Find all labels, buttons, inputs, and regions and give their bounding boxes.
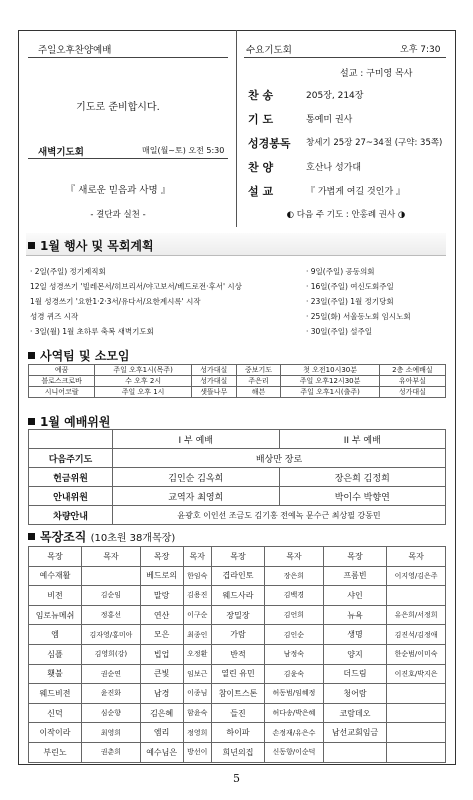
order-value-hymn: 205장, 214장 xyxy=(306,91,364,101)
ministry-heading xyxy=(28,347,130,364)
table-row-label: 다음주기도 xyxy=(29,449,113,468)
table-cell: 이구순 xyxy=(183,605,211,625)
table-header: 목자 xyxy=(387,547,446,567)
table-row xyxy=(29,449,446,468)
table-cell: 큰빛 xyxy=(140,664,183,684)
table-cell: 성가대실 xyxy=(191,376,236,387)
table-row xyxy=(29,376,446,387)
table-cell: 더드림 xyxy=(323,664,386,684)
ministry-heading-text: 사역팀 및 소모임 xyxy=(40,349,130,363)
table-cell: 생명 xyxy=(323,625,386,645)
event-left-4: 성경 퀴즈 시작 xyxy=(30,312,79,321)
table-cell: 청어람 xyxy=(323,684,386,704)
table-cell: 들진 xyxy=(212,703,265,723)
table-row xyxy=(29,684,446,704)
table-cell: 블로스크로바 xyxy=(29,376,95,387)
wednesday-time: 오후 7:30 xyxy=(400,45,441,55)
table-cell: 수 오후 2시 xyxy=(95,376,192,387)
pastoral-table xyxy=(28,546,446,763)
table-cell: 반적 xyxy=(212,644,265,664)
table-row xyxy=(29,605,446,625)
table-cell: 주일 오후 1시 xyxy=(95,387,192,398)
table-row-label: 헌금위원 xyxy=(29,468,113,487)
table-cell: 모은 xyxy=(140,625,183,645)
next-prayer: ◐ 다음 주 기도 : 안홍례 권사 ◑ xyxy=(286,210,406,220)
table-cell: 이종님 xyxy=(183,684,211,704)
table-cell: 신덕 xyxy=(29,703,82,723)
table-cell: 한순범/이미숙 xyxy=(387,644,446,664)
table-cell: 남선교회임금 xyxy=(323,723,386,743)
table-cell: 예수재활 xyxy=(29,566,82,586)
table-cell: 김은혜 xyxy=(140,703,183,723)
table-cell: 김순임 xyxy=(82,586,141,606)
table-row xyxy=(29,566,446,586)
table-cell: 주일 오후1시(출주) xyxy=(281,387,379,398)
table-cell: 정영희 xyxy=(183,723,211,743)
order-label-reading: 성경봉독 xyxy=(248,137,291,150)
table-cell: 첫 오전10시30분 xyxy=(281,365,379,376)
table-cell: 임보근 xyxy=(183,664,211,684)
table-cell: 김언희 xyxy=(265,605,324,625)
table-cell: 연산 xyxy=(140,605,183,625)
pastoral-heading xyxy=(28,528,175,545)
page-number: 5 xyxy=(233,772,240,785)
table-row xyxy=(29,365,446,376)
table-cell: 허동범/임혜정 xyxy=(265,684,324,704)
table-cell: 김윤숙 xyxy=(265,664,324,684)
event-left-5: · 3일(월) 1월 초하루 축복 새벽기도회 xyxy=(30,327,154,336)
table-cell: 심순향 xyxy=(82,703,141,723)
table-cell: 성가대실 xyxy=(191,365,236,376)
order-label-anthem: 찬 양 xyxy=(248,161,274,174)
table-cell: 오정환 xyxy=(183,644,211,664)
table-cell: 윤광호 이인선 조금도 김기홍 전예녹 문수근 최상필 강동민 xyxy=(113,506,446,525)
table-row xyxy=(29,625,446,645)
table-row-label: 안내위원 xyxy=(29,487,113,506)
pastoral-subheading: (10초원 38개목장) xyxy=(90,533,176,544)
table-cell: 김진석/김정애 xyxy=(387,625,446,645)
table-row xyxy=(29,703,446,723)
pastoral-heading-text: 목장조직 xyxy=(40,530,87,544)
table-row xyxy=(29,644,446,664)
table-cell: 코람데오 xyxy=(323,703,386,723)
bullet-square-icon xyxy=(28,352,35,359)
table-cell: 남경 xyxy=(140,684,183,704)
table-cell: 장밀장 xyxy=(212,605,265,625)
ministry-table xyxy=(28,364,446,398)
dawn-prayer-theme: 『 새로운 믿음과 사명 』 xyxy=(65,185,171,196)
table-cell xyxy=(82,566,141,586)
event-left-1: · 2일(주일) 정기제직회 xyxy=(30,267,106,276)
table-cell: 프롬빈 xyxy=(323,566,386,586)
bullet-square-icon xyxy=(28,418,35,425)
event-right-1: · 9일(주일) 공동의회 xyxy=(306,267,375,276)
table-cell: 횃불 xyxy=(29,664,82,684)
table-cell: 중보기도 xyxy=(236,365,281,376)
wednesday-title: 수요기도회 xyxy=(246,45,292,56)
table-cell: 장은희 김정희 xyxy=(279,468,445,487)
table-header: 목장 xyxy=(29,547,82,567)
table-cell: 남정숙 xyxy=(265,644,324,664)
dawn-prayer-subtitle: - 결단과 실천 - xyxy=(90,210,146,220)
table-cell: 하이파 xyxy=(212,723,265,743)
committee-heading xyxy=(28,413,111,430)
table-cell: 방선이 xyxy=(183,742,211,762)
table-cell: 성가대실 xyxy=(379,387,445,398)
table-cell: 샛뜰나무 xyxy=(191,387,236,398)
dawn-underline xyxy=(28,158,228,159)
table-row xyxy=(29,468,446,487)
table-cell: 2층 소예배실 xyxy=(379,365,445,376)
dawn-prayer-title: 새벽기도회 xyxy=(38,147,84,158)
committee-heading-text: 1월 예배위원 xyxy=(40,415,111,429)
table-header: II 부 예배 xyxy=(279,430,445,449)
event-right-4: · 25일(화) 서울동노회 임시노회 xyxy=(306,312,411,321)
order-value-sermon: 『 가볍게 여길 것인가 』 xyxy=(306,187,405,197)
table-cell: 윤진화 xyxy=(82,684,141,704)
order-label-prayer: 기 도 xyxy=(248,113,274,126)
table-cell: 양지 xyxy=(323,644,386,664)
table-cell: 배상만 장로 xyxy=(113,449,446,468)
table-header: 목장 xyxy=(323,547,386,567)
table-header: 목장 xyxy=(140,547,183,567)
table-cell: 엠 xyxy=(29,625,82,645)
table-cell: 이지영/김은주 xyxy=(387,566,446,586)
table-cell: 이작이라 xyxy=(29,723,82,743)
table-cell: 겹라인토 xyxy=(212,566,265,586)
table-header: 목장 xyxy=(212,547,265,567)
table-cell: 샤인 xyxy=(323,586,386,606)
table-cell: 부린노 xyxy=(29,742,82,762)
table-row xyxy=(29,664,446,684)
table-row xyxy=(29,487,446,506)
table-cell: 빕업 xyxy=(140,644,183,664)
table-cell xyxy=(323,742,386,762)
order-value-prayer: 통예미 권사 xyxy=(306,115,353,125)
table-cell: 신동향/이순덕 xyxy=(265,742,324,762)
wednesday-leader: 설교 : 구미영 목사 xyxy=(340,69,413,79)
table-row-label: 차량안내 xyxy=(29,506,113,525)
table-cell: 최종인 xyxy=(183,625,211,645)
table-cell: 권춘희 xyxy=(82,742,141,762)
table-cell: 권순연 xyxy=(82,664,141,684)
table-cell: 김인순 김옥희 xyxy=(113,468,279,487)
table-cell: 한임숙 xyxy=(183,566,211,586)
event-left-3: 1월 성경쓰기 '요한1·2·3서/유다서/요한계시록' 시작 xyxy=(30,297,201,306)
table-row xyxy=(29,723,446,743)
table-cell: 장은희 xyxy=(265,566,324,586)
event-right-2: · 16일(주일) 여신도회주일 xyxy=(306,282,394,291)
order-value-anthem: 호산나 성가대 xyxy=(306,163,362,173)
table-cell: 최영희 xyxy=(82,723,141,743)
table-cell xyxy=(387,723,446,743)
column-divider xyxy=(236,30,237,227)
table-cell: 베드로의 xyxy=(140,566,183,586)
order-value-reading: 창세기 25장 27~34절 (구약: 35쪽) xyxy=(306,138,443,148)
table-cell: 김인순 xyxy=(265,625,324,645)
table-cell: 시니어코랄 xyxy=(29,387,95,398)
table-cell: 희년의집 xyxy=(212,742,265,762)
table-row xyxy=(29,742,446,762)
table-cell: 함윤숙 xyxy=(183,703,211,723)
table-header-row xyxy=(29,547,446,567)
table-cell: 주일 오후1시(목주) xyxy=(95,365,192,376)
bullet-square-icon xyxy=(28,242,35,249)
table-row xyxy=(29,387,446,398)
events-heading xyxy=(28,237,154,254)
table-header: 목자 xyxy=(82,547,141,567)
table-cell xyxy=(387,742,446,762)
table-cell xyxy=(387,684,446,704)
table-cell: 참이트스톤 xyxy=(212,684,265,704)
event-right-3: · 23일(주일) 1월 정기당회 xyxy=(306,297,394,306)
table-cell: 엠리 xyxy=(140,723,183,743)
dawn-prayer-time: 매일(월~토) 오전 5:30 xyxy=(142,146,225,155)
table-cell xyxy=(29,430,113,449)
table-cell: 박이수 박향연 xyxy=(279,487,445,506)
table-cell: 비전 xyxy=(29,586,82,606)
wednesday-underline xyxy=(244,57,446,58)
table-cell: 김자영/홍미아 xyxy=(82,625,141,645)
table-cell: 이진호/박지은 xyxy=(387,664,446,684)
table-cell: 가람 xyxy=(212,625,265,645)
sunday-worship-body: 기도로 준비합시다. xyxy=(76,102,160,113)
events-heading-text: 1월 행사 및 목회계획 xyxy=(40,239,154,253)
table-cell: 주일 오후12시30분 xyxy=(281,376,379,387)
table-row xyxy=(29,430,446,449)
table-header: I 부 예배 xyxy=(113,430,279,449)
table-cell: 김백경 xyxy=(265,586,324,606)
event-right-5: · 30일(주일) 설주일 xyxy=(306,327,373,336)
table-row xyxy=(29,506,446,525)
table-cell: 유아부실 xyxy=(379,376,445,387)
order-label-sermon: 설 교 xyxy=(248,185,274,198)
table-cell: 유은희/서정희 xyxy=(387,605,446,625)
table-cell: 웨드사라 xyxy=(212,586,265,606)
table-cell: 교역자 최영희 xyxy=(113,487,279,506)
table-row xyxy=(29,586,446,606)
sunday-underline xyxy=(28,57,228,58)
table-cell: 임로뉴메쉬 xyxy=(29,605,82,625)
table-cell: 말랑 xyxy=(140,586,183,606)
order-label-hymn: 찬 송 xyxy=(248,89,274,102)
table-cell xyxy=(387,586,446,606)
table-cell: 정홍선 xyxy=(82,605,141,625)
table-cell: 주은리 xyxy=(236,376,281,387)
table-cell xyxy=(387,703,446,723)
table-cell: 김영희(강) xyxy=(82,644,141,664)
table-cell: 예꿈 xyxy=(29,365,95,376)
table-cell: 웨드비전 xyxy=(29,684,82,704)
committee-table xyxy=(28,429,446,525)
table-cell: 허다송/박은혜 xyxy=(265,703,324,723)
table-cell: 손정재/유은수 xyxy=(265,723,324,743)
table-header: 목자 xyxy=(265,547,324,567)
sunday-worship-title: 주일오후찬양예배 xyxy=(38,45,112,56)
table-cell: 뉴욕 xyxy=(323,605,386,625)
table-cell: 해븐 xyxy=(236,387,281,398)
table-cell: 예수님은 xyxy=(140,742,183,762)
event-left-2: 12일 성경쓰기 '빌레몬서/히브리서/야고보서/베드로전·후서' 시상 xyxy=(30,282,242,291)
bullet-square-icon xyxy=(28,533,35,540)
table-header: 목자 xyxy=(183,547,211,567)
table-cell: 김용진 xyxy=(183,586,211,606)
table-cell: 열린 유민 xyxy=(212,664,265,684)
table-cell: 심플 xyxy=(29,644,82,664)
